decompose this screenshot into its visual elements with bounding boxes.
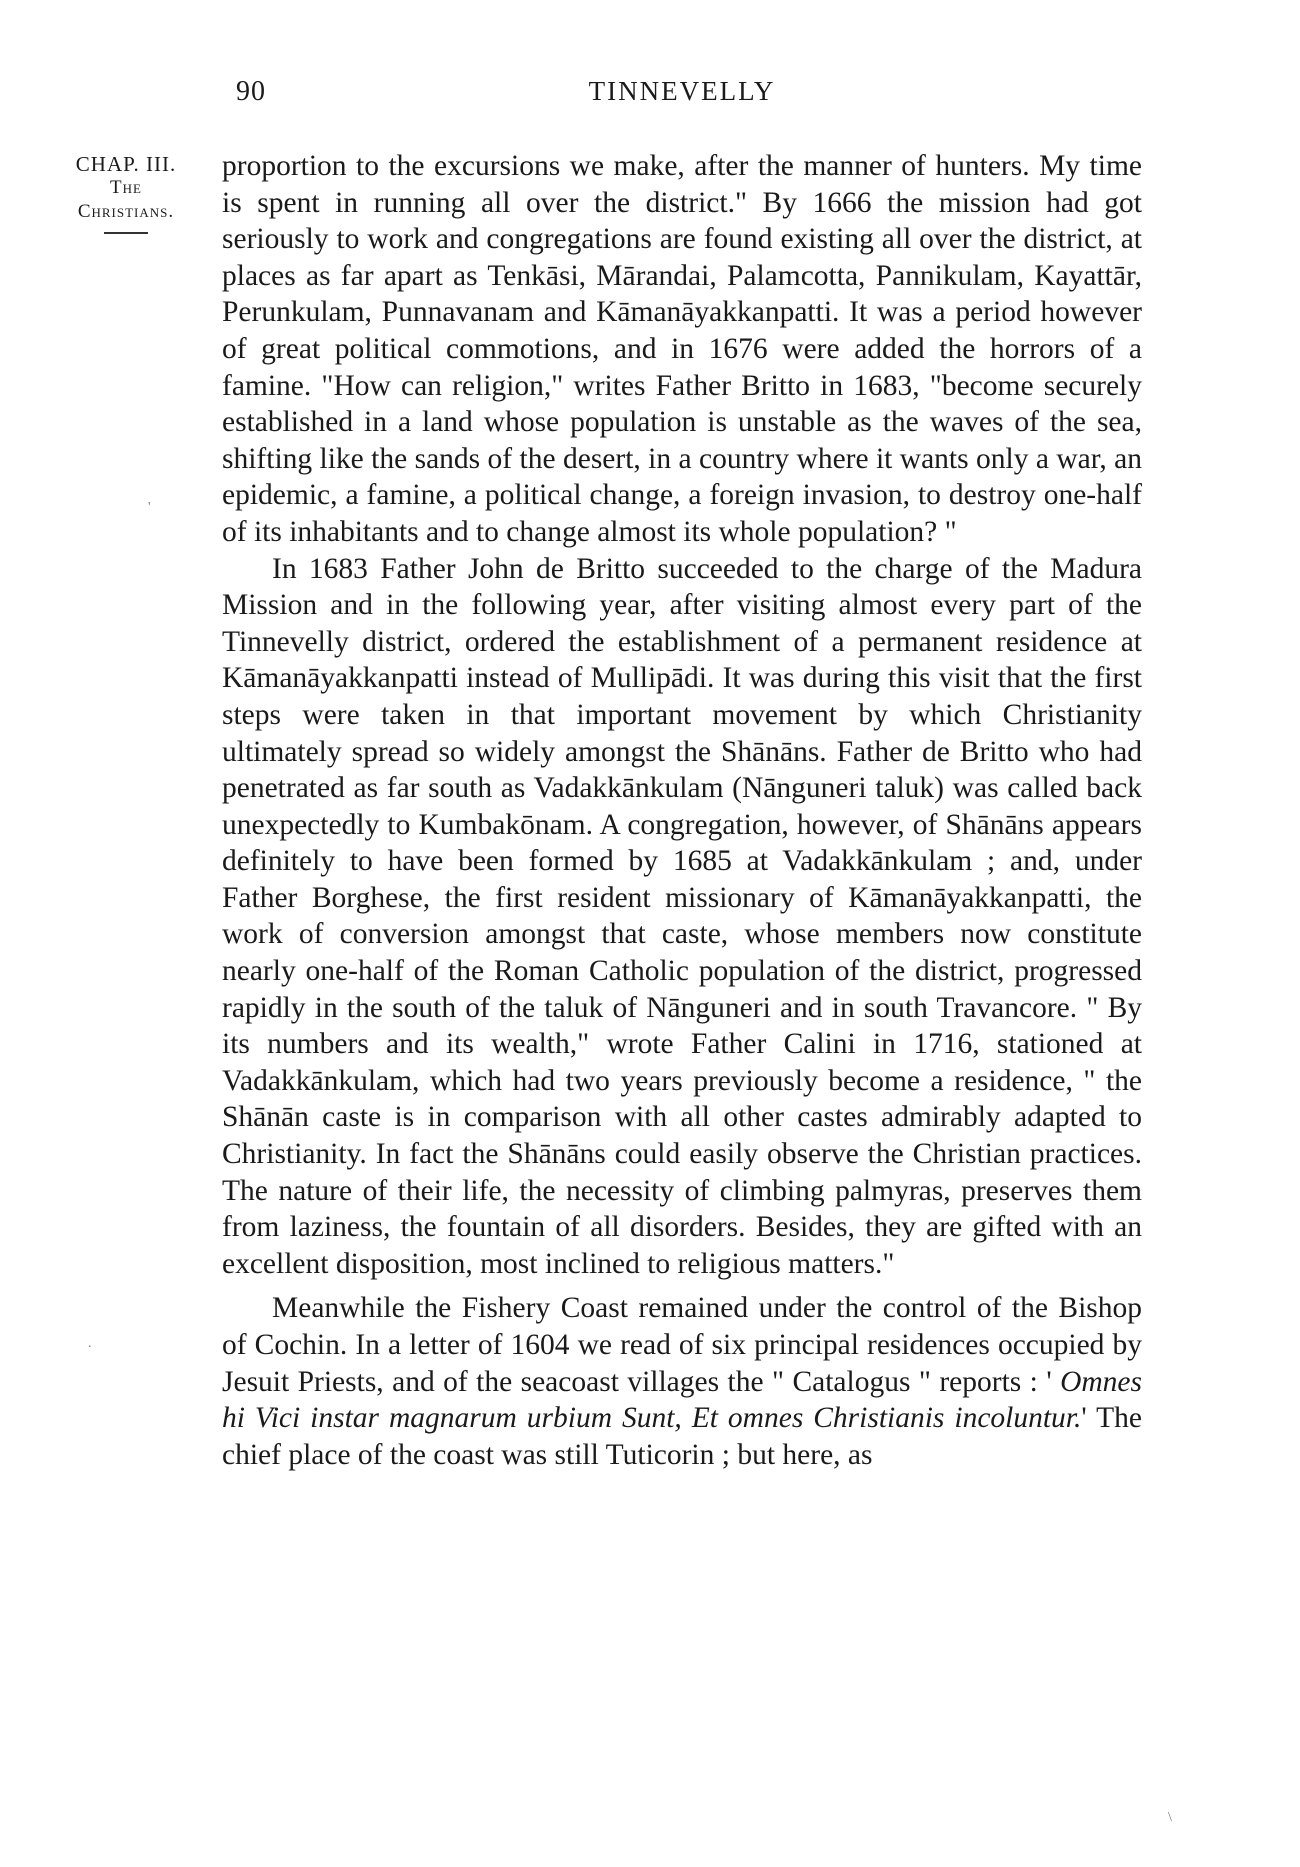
margin-section-line1: The [110, 177, 142, 198]
scan-speck: ' [148, 500, 151, 515]
running-title: TINNEVELLY [588, 76, 776, 106]
page-header [222, 76, 1142, 116]
paragraph-3-continuation: ' The chief place of the coast was still Tuticorin ; but here, as [222, 1402, 1142, 1471]
paragraph-1: proportion to the excursions we make, after the manner of hunters. My time is spent in running all over the district." By 1666 the mission had got seriously to work and congregations are found existing all over the district, at places as far apart as Tenkāsi, Mārandai, Palamcotta, Pannikulam, Kayattār, Perunkulam, Punnavanam and Kāmanāyakkanpatti. It was a period however of great political commotions, and in 1676 were added the horrors of a famine. "How can religion," writes Father Britto in 1683, "become securely established in a land whose population is unstable as the waves of the sea, shifting like the sands of the desert, in a country where it wants only a war, an epidemic, a famine, a political change, a foreign invasion, to destroy one-half of its inhabitants and to change almost its whole population? " [222, 150, 1142, 548]
margin-chapter: CHAP. III. [75, 152, 177, 176]
page-number: 90 [236, 76, 266, 107]
latin-quotation: Omnes hi Vici instar magnarum urbium Sunt, Et omnes Christianis incoluntur. [222, 1365, 1142, 1435]
scan-speck: \ [1168, 1810, 1172, 1825]
body-text [222, 148, 1142, 1473]
margin-section-line2: Christians. [77, 201, 175, 222]
scan-speck: . [88, 1336, 92, 1351]
margin-rule [104, 232, 148, 234]
paragraph-2: In 1683 Father John de Britto succeeded to the charge of the Madura Mission and in the following year, after visiting almost every part of the Tinnevelly district, ordered the establishment of a permanent residence at Kāmanāyakkanpatti instead of Mullipādi. It was during this visit that the first steps were taken in that important movement by which Christianity ultimately spread so widely amongst the Shānāns. Father de Britto who had penetrated as far south as Vadakkānkulam (Nānguneri taluk) was called back unexpectedly to Kumbakōnam. A congregation, however, of Shānāns appears definitely to have been formed by 1685 at Vadakkānkulam ; and, under Father Borghese, the first resident missionary of Kāmanāyakkanpatti, the work of conversion amongst that caste, whose members now constitute nearly one-half of the Roman Catholic population of the district, progressed rapidly in the south of the taluk of Nānguneri and in south Travancore. " By its numbers and its wealth," wrote Father Calini in 1716, stationed at Vadakkānkulam, which had two years previously become a residence, " the Shānān caste is in comparison with all other castes admirably adapted to Christianity. In fact the Shānāns could easily observe the Christian practices. The nature of their life, the necessity of climbing palmyras, preserves them from laziness, the fountain of all disorders. Besides, they are gifted with an excellent disposition, most inclined to religious matters." [222, 552, 1142, 1280]
margin-note [36, 152, 216, 234]
paragraph-3-text: Meanwhile the Fishery Coast remained under the control of the Bishop of Cochin. In a letter of 1604 we read of six principal residences occupied by Jesuit Priests, and of the seacoast villages the " Catalogus " reports : ' [222, 1292, 1142, 1398]
paragraph-3 [222, 1290, 1142, 1473]
